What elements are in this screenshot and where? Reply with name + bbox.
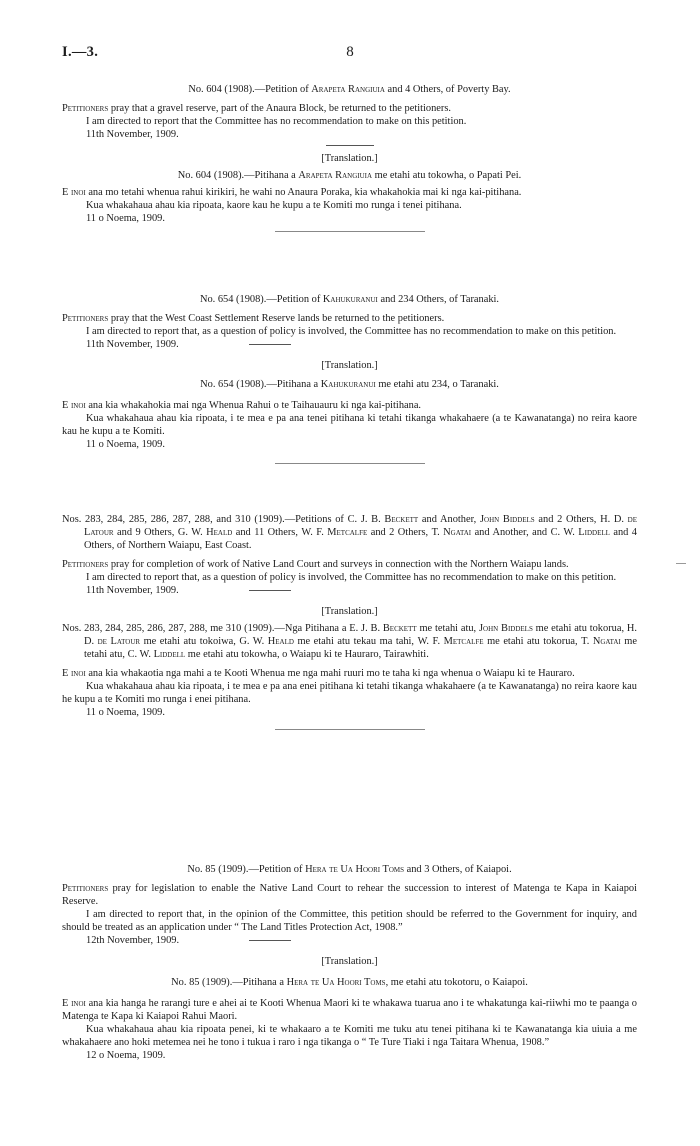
page-number: 8 (346, 44, 354, 60)
section-rule (275, 729, 425, 730)
translation-heading: No. 604 (1908).—Pitihana a Arapeta Rangiuia me etahi atu tokowha, o Papati Pei. (177, 170, 522, 181)
translation-heading: No. 654 (1908).—Pitihana a Kahukuranui me etahi atu 234, o Taranaki. (200, 379, 499, 390)
translation-label: [Translation.] (321, 956, 378, 967)
section-divider (249, 940, 291, 941)
petition-section-85 (62, 863, 637, 1062)
committee-report: I am directed to report that, as a question of policy is involved, the Committee has no recommendation to make on this petition. (86, 326, 617, 337)
translation-report: Kua whakahaua ahau kia ripoata, kaore kau he kupu a te Komiti mo runga i tenei pitihana. (86, 200, 462, 211)
committee-report: I am directed to report that the Committee has no recommendation to make on this petition. (86, 116, 467, 127)
report-date: 11th November, 1909. (62, 584, 637, 597)
section-divider (249, 344, 291, 345)
translation-report: Kua whakahaua ahau kia ripoata, i te mea e pa ana tenei pitihana ki tetahi tikanga whakahaere (a te Kawanatanga) no reira kaore kau he kupu a te Komiti. (62, 413, 637, 437)
section-divider (249, 590, 291, 591)
petition-heading: Nos. 283, 284, 285, 286, 287, 288, and 310 (1909).—Petitions of C. J. B. Beckett and Another, John Biddels and 2 Others, H. D. de Latour and 9 Others, G. W. Heald and 11 Others, W. F. Metcalfe and 2 Others, T. Ngatai and Another, and C. W. Liddell and 4 Others, of Northern Waiapu, East Coast. (62, 514, 638, 551)
translation-heading: No. 85 (1909).—Pitihana a Hera te Ua Hoori Toms, me etahi atu tokotoru, o Kaiapoi. (171, 977, 528, 988)
translation-report: Kua whakahaua ahau kia ripoata penei, ki te whakaaro a te Komiti me tuku atu tenei pitihana ki te Kawanatanga kia uiuia a me whakahaere ano hoki metemea nei he tono i tukua i raro i nga tikanga o “ Te Ture Tiaki i nga Taitara Whenua, 1908.” (62, 1024, 637, 1048)
translation-prayer: E inoi ana kia hanga he rarangi ture e ahei ai te Kooti Whenua Maori ki te whakawa tuarua ano i te whakatunga kai-riiwhi mo te paanga o Matenga te Kapa ki Kaiapoi Rahui Maori. (62, 998, 638, 1022)
report-date: 11th November, 1909. (86, 129, 179, 140)
petition-prayer: Petitioners pray for completion of work of Native Land Court and surveys in connection with the Northern Waiapu lands. (62, 559, 569, 570)
translation-prayer: E inoi ana mo tetahi whenua rahui kirikiri, he wahi no Anaura Poraka, kia whakahokia mai ki nga kai-pitihana. (62, 187, 522, 198)
report-date: 11th November, 1909. (62, 338, 637, 351)
petition-section-604 (62, 83, 637, 232)
translation-prayer: E inoi ana kia whakaotia nga mahi a te Kooti Whenua me nga mahi ruuri mo te taha ki nga whenua o Waiapu ki te Hauraro. (62, 668, 575, 679)
translation-label: [Translation.] (321, 606, 378, 617)
petition-prayer: Petitioners pray that the West Coast Settlement Reserve lands be returned to the petitioners. (62, 313, 445, 324)
section-rule (275, 231, 425, 232)
margin-mark (676, 563, 686, 564)
petition-heading: No. 85 (1909).—Petition of Hera te Ua Hoori Toms and 3 Others, of Kaiapoi. (187, 864, 512, 875)
petition-section-654 (62, 293, 637, 464)
paper-series: I.—3. (62, 44, 99, 60)
translation-report: Kua whakahaua ahau kia ripoata, i te mea e pa ana enei pitihana ki tetahi tikanga whakahaere (a te Kawanatanga) no reira kaore kau he kupu a te Komiti mo runga i enei pitihana. (62, 681, 637, 705)
petition-heading: No. 604 (1908).—Petition of Arapeta Rangiuia and 4 Others, of Poverty Bay. (188, 84, 511, 95)
petition-heading: No. 654 (1908).—Petition of Kahukuranui and 234 Others, of Taranaki. (199, 294, 500, 305)
translation-date: 11 o Noema, 1909. (86, 439, 165, 450)
petition-prayer: Petitioners pray for legislation to enable the Native Land Court to rehear the succession to interest of Matenga te Kapa in Kaiapoi Reserve. (62, 883, 637, 907)
committee-report: I am directed to report that, in the opinion of the Committee, this petition should be referred to the Government for inquiry, and should be treated as an application under “ The Land Titles Protection Act, 1908.” (62, 909, 637, 933)
translation-date: 12 o Noema, 1909. (86, 1050, 166, 1061)
report-date: 12th November, 1909. (62, 934, 637, 947)
translation-label: [Translation.] (321, 360, 378, 371)
section-rule (275, 463, 425, 464)
translation-date: 11 o Noema, 1909. (86, 213, 165, 224)
committee-report: I am directed to report that, as a question of policy is involved, the Committee has no recommendation to make on this petition. (86, 572, 617, 583)
translation-label: [Translation.] (321, 153, 378, 164)
petition-prayer: Petitioners pray that a gravel reserve, part of the Anaura Block, be returned to the petitioners. (62, 103, 451, 114)
translation-heading: Nos. 283, 284, 285, 286, 287, 288, me 310 (1909).—Nga Pitihana a E. J. B. Beckett me tetahi atu, John Biddels me etahi atu tokorua, H. D. de Latour me etahi atu tokoiwa, G. W. Heald me etahi atu tekau ma tahi, W. F. Metcalfe me etahi atu tokorua, T. Ngatai me tetahi atu, C. W. Liddell me etahi atu tokowha, o Waiapu ki te Hauraro, Tairawhiti. (62, 623, 637, 660)
translation-date: 11 o Noema, 1909. (86, 707, 165, 718)
petition-section-northern-waiapu (62, 513, 637, 730)
translation-prayer: E inoi ana kia whakahokia mai nga Whenua Rahui o te Taihauauru ki nga kai-pitihana. (62, 400, 422, 411)
